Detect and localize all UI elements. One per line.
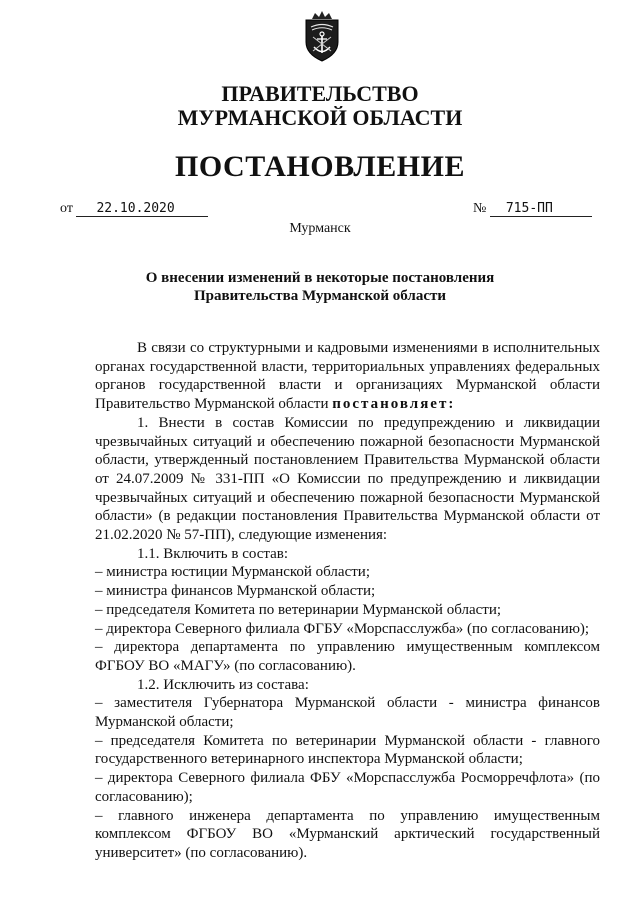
government-line-2: МУРМАНСКОЙ ОБЛАСТИ — [177, 105, 463, 130]
date-line — [60, 201, 208, 217]
exclude-item: – директора Северного филиала ФБУ «Морспасслужба Росморречфлота» (по согласованию); — [95, 770, 600, 805]
intro-text: В связи со структурными и кадровыми изменениями в исполнительных органах государственной власти, территориальных управлениях федеральных органов государственной власти и организациях Мурманской области Правительство Мурманской области — [95, 340, 600, 413]
date-value: 22.10.2020 — [76, 201, 208, 217]
government-title — [0, 82, 640, 130]
coat-of-arms-icon — [302, 10, 342, 62]
item-1-2: 1.2. Исключить из состава: — [137, 676, 309, 693]
include-item: – министра финансов Мурманской области; — [95, 583, 376, 600]
subject-line-2: Правительства Мурманской области — [193, 288, 447, 304]
number-prefix: № — [473, 201, 487, 216]
document-body — [95, 339, 600, 863]
item-1: 1. Внести в состав Комиссии по предупреждению и ликвидации чрезвычайных ситуаций и обеспечению пожарной безопасности Мурманской области, утвержденный постановлением Правительства Мурманской области от 24.07.2009 № 331-ПП «О Комиссии по предупреждению и ликвидации чрезвычайных ситуаций и обеспечению пожарной безопасности Мурманской области» (в редакции постановления Правительства Мурманской области от 21.02.2020 № 57-ПП), следующие изменения: — [95, 414, 600, 544]
date-prefix: от — [60, 201, 73, 216]
city: Мурманск — [289, 221, 351, 236]
resolves-word: постановляет: — [332, 396, 456, 413]
include-item: – директора Северного филиала ФГБУ «Морспасслужба» (по согласованию); — [95, 620, 590, 637]
item-1-1: 1.1. Включить в состав: — [137, 545, 289, 562]
government-line-1: ПРАВИТЕЛЬСТВО — [221, 81, 419, 106]
intro-paragraph — [95, 339, 600, 414]
exclude-item: – заместителя Губернатора Мурманской области - министра финансов Мурманской области; — [95, 695, 600, 731]
include-item: – председателя Комитета по ветеринарии Мурманской области; — [95, 601, 502, 618]
include-item: – директора департамента по управлению имущественным комплексом ФГБОУ ВО «МАГУ» (по согласованию). — [95, 639, 600, 674]
subject-line-1: О внесении изменений в некоторые постановления — [145, 270, 495, 286]
exclude-item: – главного инженера департамента по управлению имущественным комплексом ФГБОУ ВО «Мурманский арктический государственный университет» (по согласованию). — [95, 807, 600, 861]
number-line — [473, 201, 592, 217]
number-value: 715-ПП — [490, 201, 592, 217]
include-item: – министра юстиции Мурманской области; — [95, 564, 370, 581]
subject-heading — [0, 269, 640, 305]
exclude-item: – председателя Комитета по ветеринарии Мурманской области - главного государственного ветеринарного инспектора Мурманской области; — [95, 732, 600, 768]
document-type: ПОСТАНОВЛЕНИЕ — [175, 150, 465, 183]
